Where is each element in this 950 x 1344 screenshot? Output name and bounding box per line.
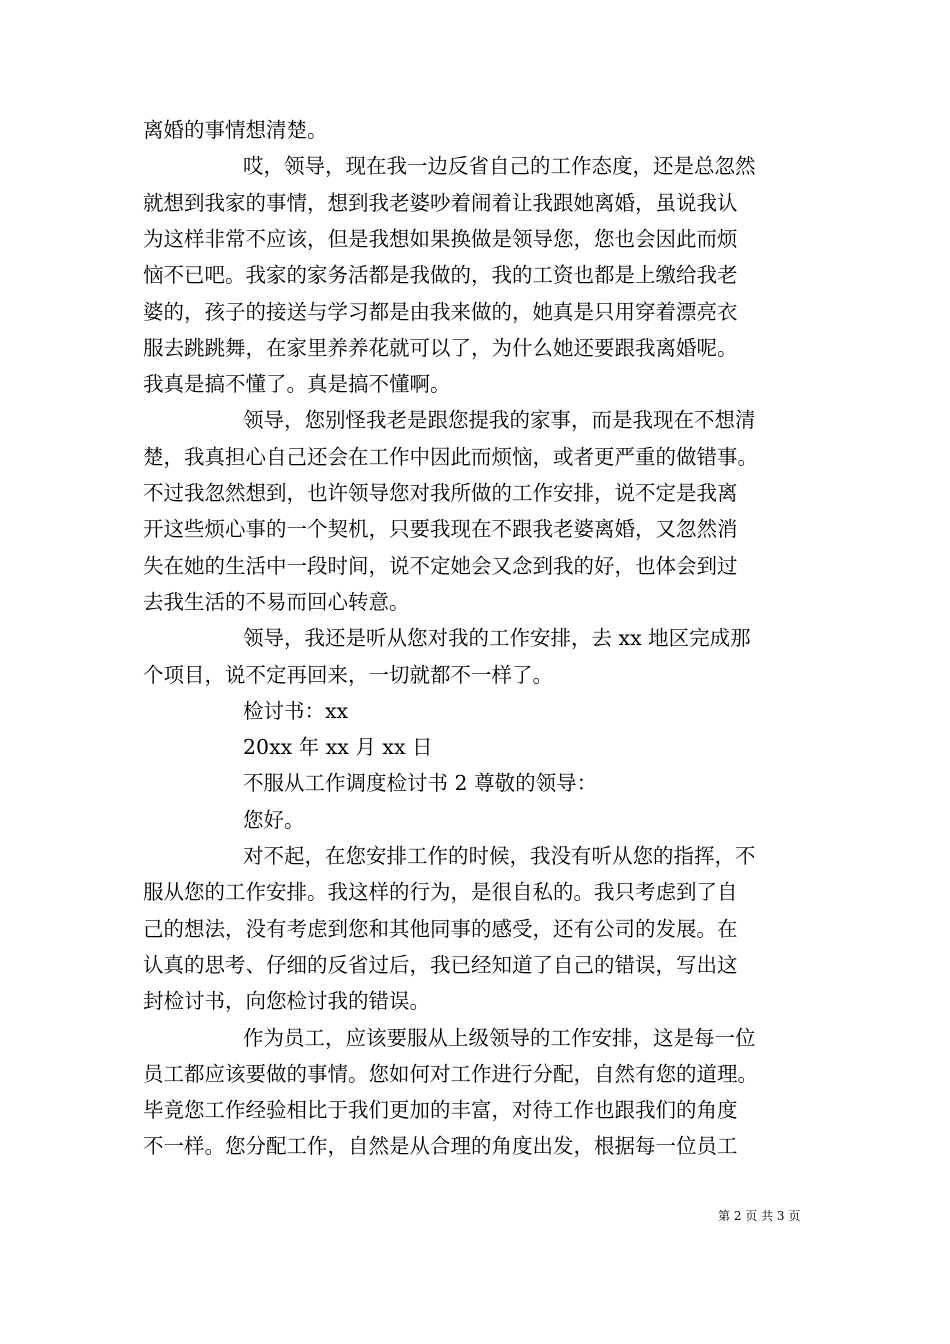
text-line: 婆的，孩子的接送与学习都是由我来做的，她真是只用穿着漂亮衣 [143, 299, 738, 324]
text-line: 不一样。您分配工作，自然是从合理的角度出发，根据每一位员工 [143, 1134, 738, 1159]
text-line: 哎，领导，现在我一边反省自己的工作态度，还是总忽然 [243, 154, 756, 179]
text-line: 不服从工作调度检讨书 2 尊敬的领导： [243, 771, 598, 796]
text-line: 为这样非常不应该，但是我想如果换做是领导您，您也会因此而烦 [143, 226, 738, 251]
text-line: 去我生活的不易而回心转意。 [143, 589, 410, 614]
text-line: 就想到我家的事情，想到我老婆吵着闹着让我跟她离婚，虽说我认 [143, 190, 738, 215]
text-line: 封检讨书，向您检讨我的错误。 [143, 989, 430, 1014]
text-line: 对不起，在您安排工作的时候，我没有听从您的指挥，不 [243, 844, 756, 868]
text-line: 己的想法，没有考虑到您和其他同事的感受，还有公司的发展。在 [143, 916, 738, 941]
text-line: 离婚的事情想清楚。 [143, 118, 328, 142]
text-line: 失在她的生活中一段时间，说不定她会又念到我的好，也体会到过 [143, 553, 738, 578]
text-line: 我真是搞不懂了。真是搞不懂啊。 [143, 372, 451, 397]
text-line: 您好。 [243, 807, 305, 832]
text-line: 开这些烦心事的一个契机，只要我现在不跟我老婆离婚，又忽然消 [143, 517, 738, 542]
page-number: 第 2 页 共 3 页 [718, 1209, 801, 1223]
text-line: 员工都应该要做的事情。您如何对工作进行分配，自然有您的道理。 [143, 1061, 758, 1086]
text-line: 服从您的工作安排。我这样的行为，是很自私的。我只考虑到了自 [143, 880, 738, 905]
text-line: 作为员工，应该要服从上级领导的工作安排，这是每一位 [243, 1025, 756, 1050]
text-line: 领导，您别怪我老是跟您提我的家事，而是我现在不想清 [243, 408, 756, 433]
text-line: 认真的思考、仔细的反省过后，我已经知道了自己的错误，写出这 [143, 952, 738, 977]
text-line: 毕竟您工作经验相比于我们更加的丰富，对待工作也跟我们的角度 [143, 1098, 738, 1123]
text-line: 不过我忽然想到，也许领导您对我所做的工作安排，说不定是我离 [143, 481, 738, 505]
text-line: 20xx 年 xx 月 xx 日 [243, 735, 433, 760]
text-line: 服去跳跳舞，在家里养养花就可以了，为什么她还要跟我离婚呢。 [143, 335, 738, 360]
text-line: 恼不已吧。我家的家务活都是我做的，我的工资也都是上缴给我老 [143, 263, 738, 288]
text-line: 领导，我还是听从您对我的工作安排，去 xx 地区完成那 [243, 626, 751, 651]
text-line: 检讨书：xx [243, 698, 349, 723]
text-line: 楚，我真担心自己还会在工作中因此而烦恼，或者更严重的做错事。 [143, 444, 758, 469]
text-line: 个项目，说不定再回来，一切就都不一样了。 [143, 662, 553, 687]
